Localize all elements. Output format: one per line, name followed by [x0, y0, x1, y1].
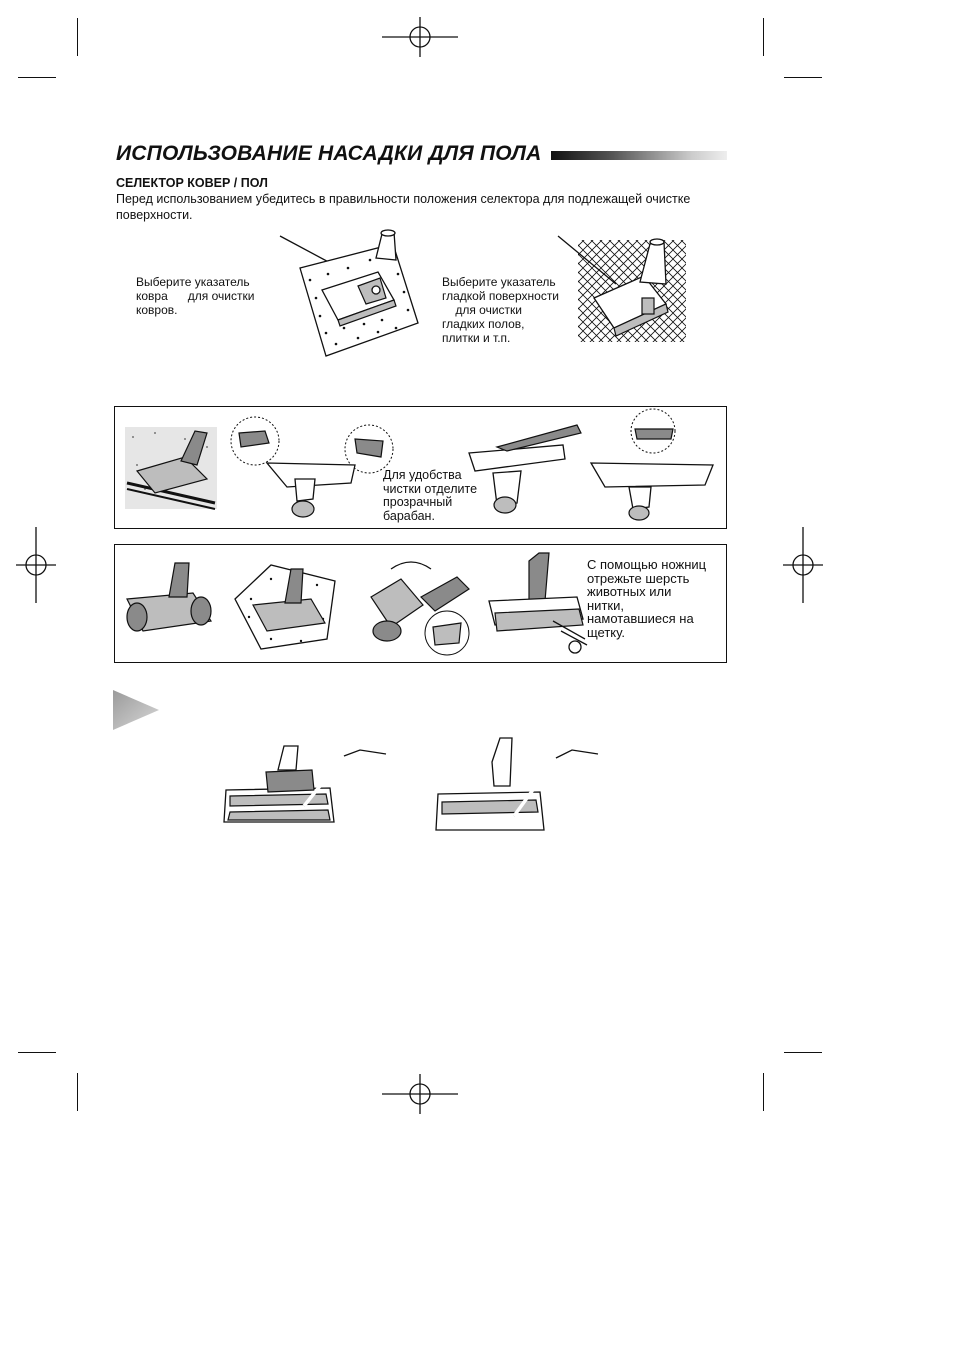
- page-title: ИСПОЛЬЗОВАНИЕ НАСАДКИ ДЛЯ ПОЛА: [116, 142, 542, 165]
- panel2-caption-line: животных или: [587, 584, 672, 599]
- turbo-removal-illustration: [361, 557, 473, 657]
- panel2-caption-line: намотавшиеся на: [587, 611, 694, 626]
- nozzle-with-wand-carpet-illustration: [220, 740, 390, 848]
- carpet-caption-line: ковров.: [136, 303, 178, 317]
- panel2-caption: [587, 558, 727, 639]
- brush-release-illustration: [227, 413, 397, 521]
- crop-mark: [784, 1052, 822, 1053]
- panel2-caption-line: отрежьте шерсть: [587, 570, 690, 586]
- title-gradient-bar: [551, 151, 727, 160]
- floor-caption-line: Выберите указатель: [442, 275, 556, 289]
- crop-mark: [77, 1073, 78, 1111]
- registration-mark-top: [400, 17, 440, 57]
- panel2-caption-line: нитки,: [587, 597, 624, 613]
- nozzle-with-wand-floor-illustration: [432, 736, 602, 844]
- carpet-caption-line: Выберите указатель: [136, 275, 250, 289]
- nozzle-on-carpet-illustration: [125, 427, 220, 512]
- brush-reinstall-illustration: [585, 409, 720, 521]
- carpet-caption: [136, 275, 286, 317]
- panel2-caption-line: С помощью ножниц: [587, 557, 707, 572]
- registration-mark-right: [783, 545, 823, 585]
- crop-mark: [784, 77, 822, 78]
- registration-mark-left: [16, 545, 56, 585]
- floor-caption-line: плитки и т.п.: [442, 331, 511, 345]
- intro-text: Перед использованием убедитесь в правильности положения селектора для подлежащей очистке поверхности.: [116, 192, 691, 222]
- registration-mark-bottom: [400, 1074, 440, 1114]
- panel1-caption-line: чистки отделите: [383, 481, 478, 496]
- panel1-caption-line: Для удобства: [383, 468, 462, 482]
- floor-nozzle-illustration: [556, 232, 691, 347]
- panel1-caption-line: прозрачный: [383, 495, 453, 509]
- floor-caption-line: для очистки: [442, 303, 522, 317]
- brush-removed-illustration: [467, 415, 582, 515]
- floor-caption-line: гладкой поверхности: [442, 289, 560, 303]
- crop-mark: [763, 18, 764, 56]
- crop-mark: [77, 18, 78, 56]
- nozzle-on-rug-illustration: [231, 559, 341, 651]
- panel-brush-removal: [114, 406, 727, 529]
- crop-mark: [18, 77, 56, 78]
- section-marker-triangle-icon: [113, 690, 161, 730]
- brush-cutting-illustration: [483, 551, 593, 657]
- panel-hair-cutting: [114, 544, 727, 663]
- carpet-nozzle-illustration: [278, 228, 428, 363]
- crop-mark: [18, 1052, 56, 1053]
- selector-heading: СЕЛЕКТОР КОВЕР / ПОЛ: [116, 176, 268, 190]
- panel2-caption-line: щетку.: [587, 624, 625, 640]
- floor-caption-line: гладких полов,: [442, 317, 525, 331]
- panel1-caption-line: барабан.: [383, 508, 435, 523]
- carpet-caption-line: ковра для очистки: [136, 289, 255, 303]
- crop-mark: [763, 1073, 764, 1111]
- turbo-nozzle-illustration: [123, 559, 215, 639]
